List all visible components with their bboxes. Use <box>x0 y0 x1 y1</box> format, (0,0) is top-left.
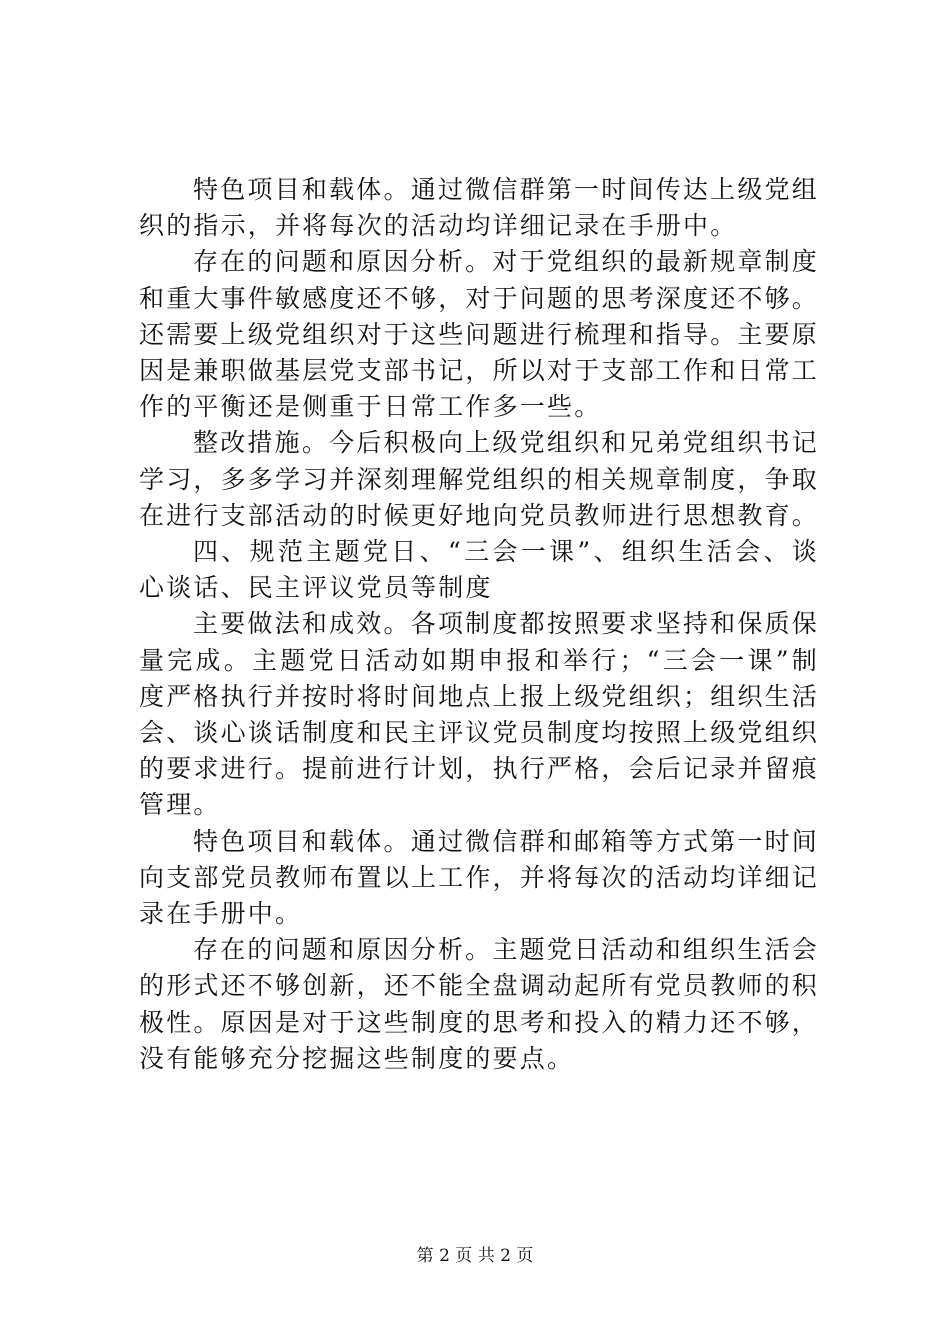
paragraph-featured-projects: 特色项目和载体。通过微信群第一时间传达上级党组织的指示，并将每次的活动均详细记录在手册中。 <box>139 175 819 241</box>
section-heading-four: 四、规范主题党日、“三会一课”、组织生活会、谈心谈话、民主评议党员等制度 <box>139 537 819 603</box>
paragraph-rectification-measures: 整改措施。今后积极向上级党组织和兄弟党组织书记学习，多多学习并深刻理解党组织的相关规章制度，争取在进行支部活动的时候更好地向党员教师进行思想教育。 <box>139 428 820 530</box>
paragraph-featured-projects-2: 特色项目和载体。通过微信群和邮箱等方式第一时间向支部党员教师布置以上工作，并将每次的活动均详细记录在手册中。 <box>139 826 820 929</box>
paragraph-problems-analysis: 存在的问题和原因分析。对于党组织的最新规章制度和重大事件敏感度还不够，对于问题的思考深度还不够。还需要上级党组织对于这些问题进行梳理和指导。主要原因是兼职做基层党支部书记，所以对于支部工作和日常工作的平衡还是侧重于日常工作多一些。 <box>139 247 820 422</box>
document-body <box>139 172 819 1077</box>
page-footer: 第 2 页 共 2 页 <box>416 1246 534 1266</box>
paragraph-problems-analysis-2: 存在的问题和原因分析。主题党日活动和组织生活会的形式还不够创新，还不能全盘调动起所有党员教师的积极性。原因是对于这些制度的思考和投入的精力还不够，没有能够充分挖掘这些制度的要点。 <box>139 935 820 1073</box>
paragraph-main-practices: 主要做法和成效。各项制度都按照要求坚持和保质保量完成。主题党日活动如期申报和举行；“三会一课”制度严格执行并按时将时间地点上报上级党组织；组织生活会、谈心谈话制度和民主评议党员制度均按照上级党组织的要求进行。提前进行计划，执行严格，会后记录并留痕管理。 <box>139 609 820 820</box>
